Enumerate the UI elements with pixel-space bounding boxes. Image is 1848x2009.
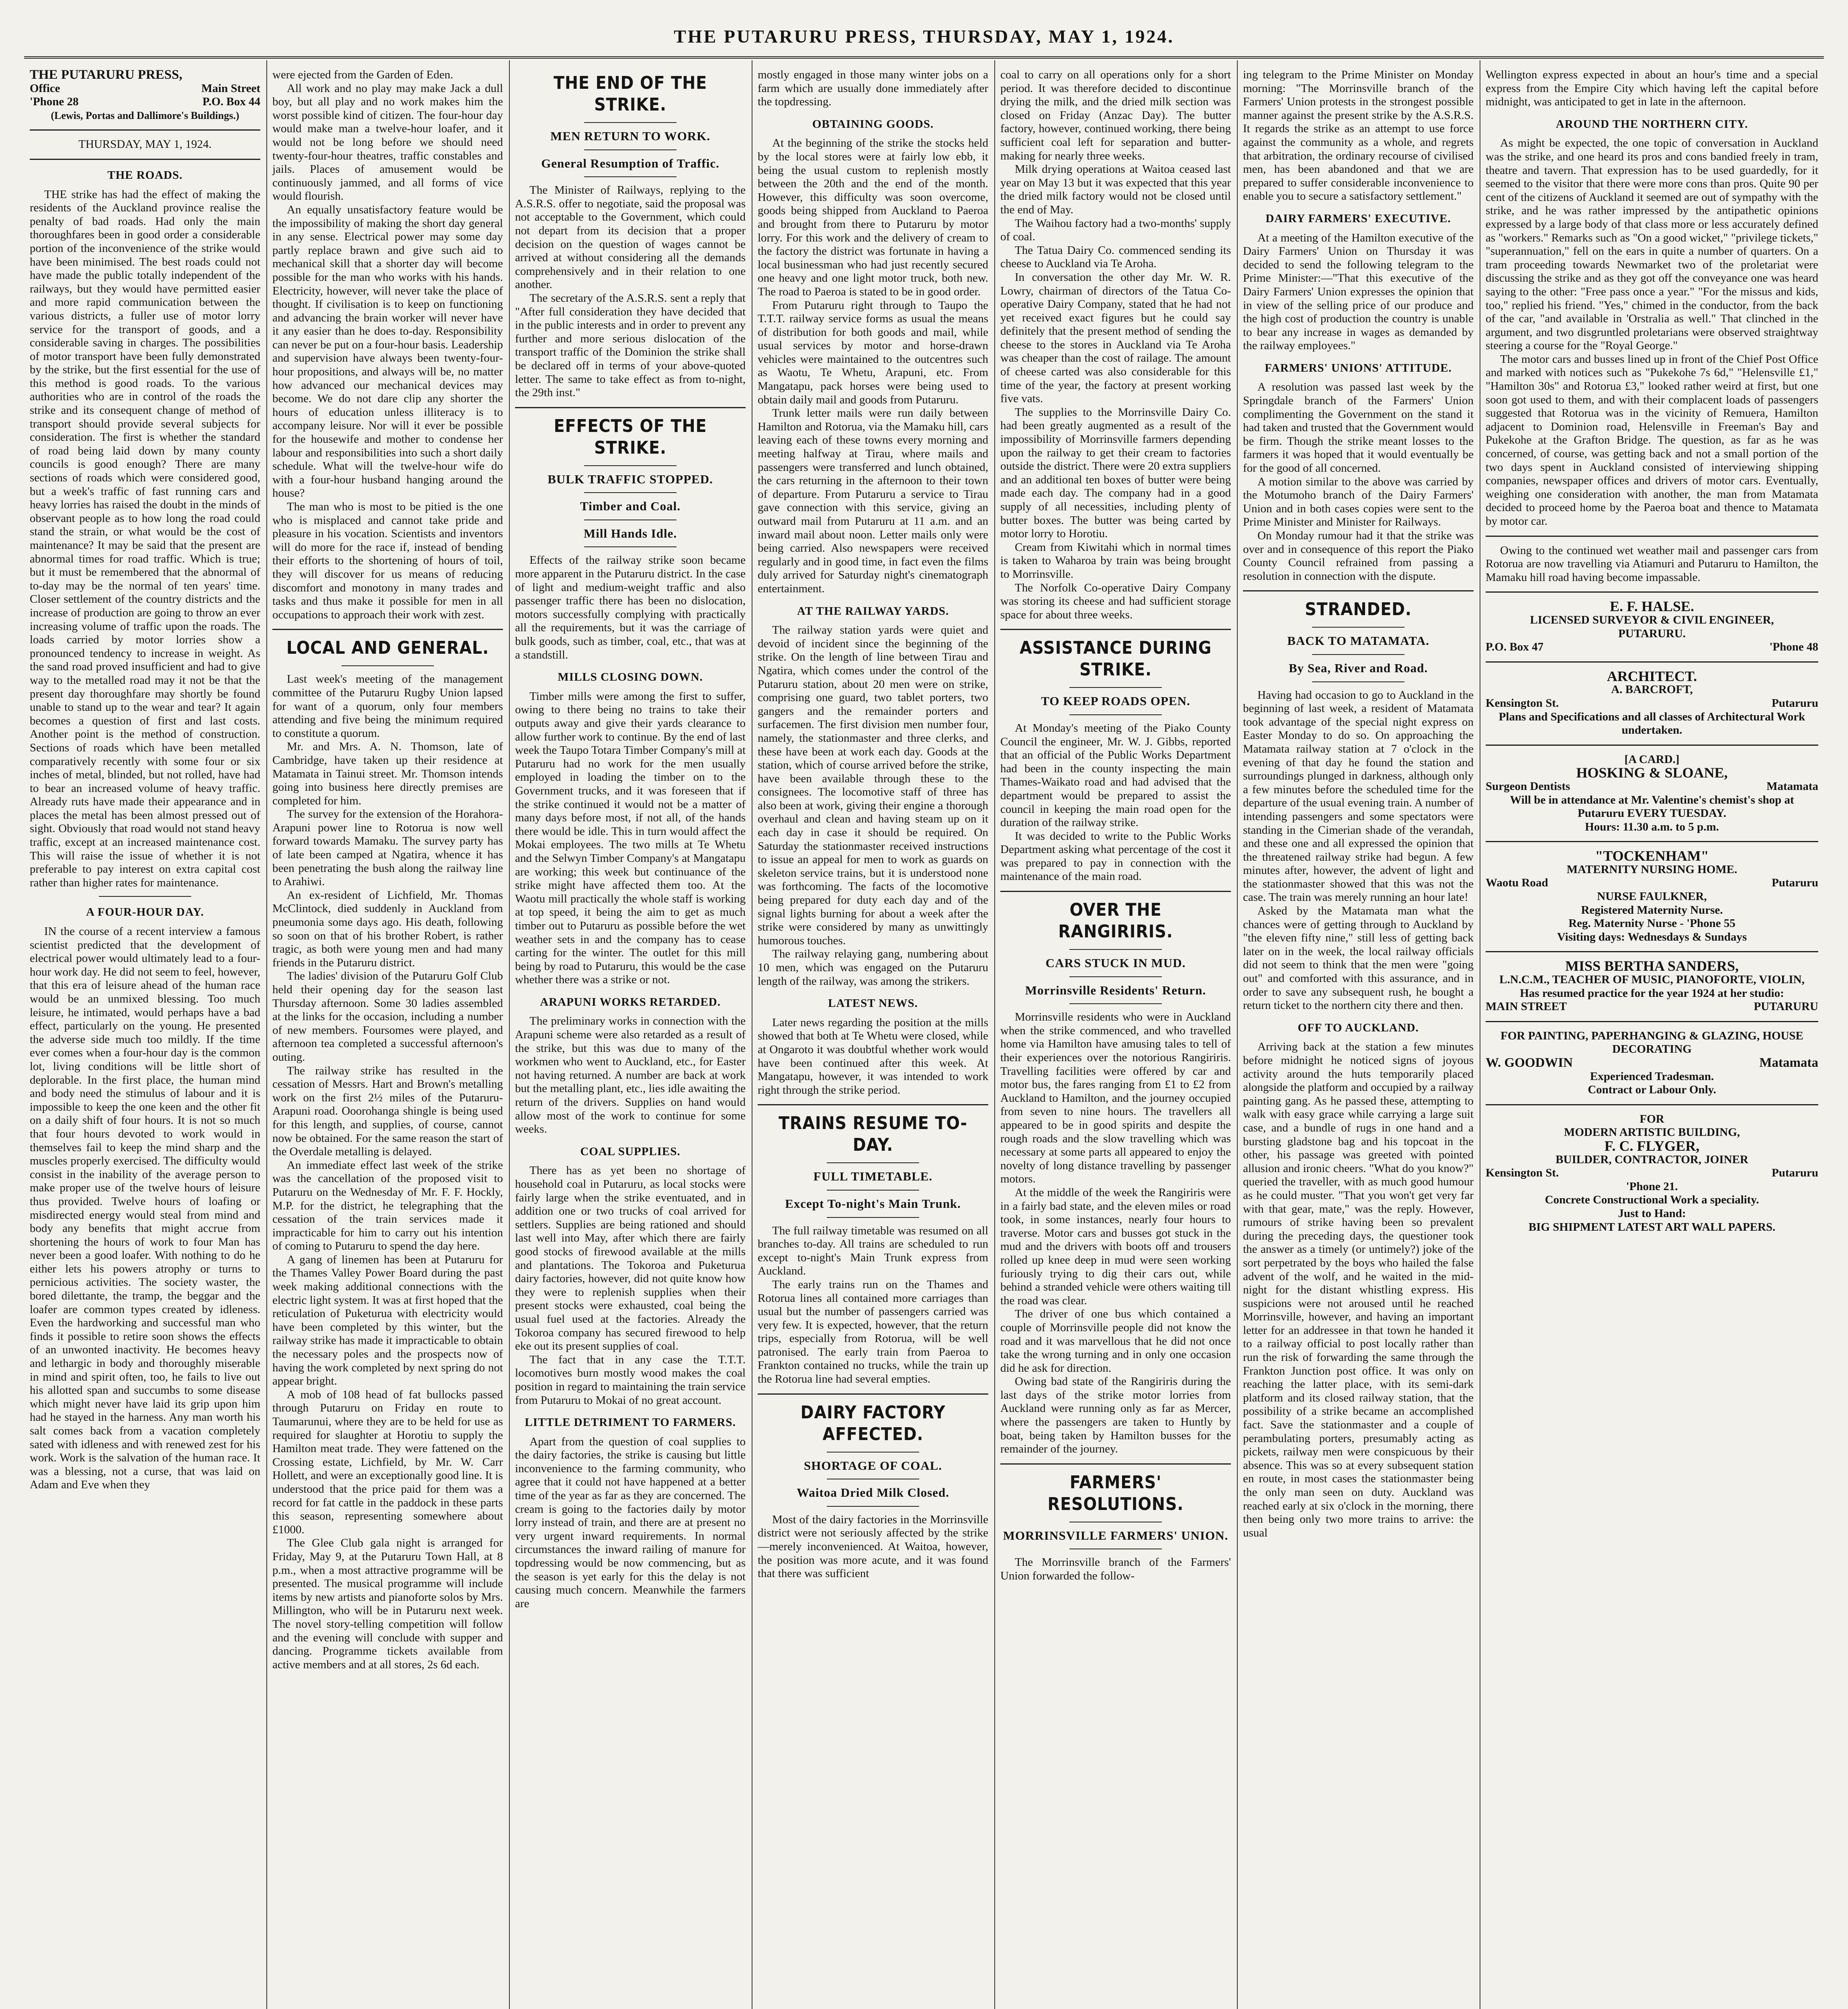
ad-line: Reg. Maternity Nurse - 'Phone 55	[1568, 917, 1736, 930]
rangiriris-heading: OVER THE RANGIRIRIS.	[1058, 900, 1173, 942]
divider	[1000, 1463, 1231, 1465]
office-line	[30, 82, 260, 96]
paragraph: A resolution was passed last week by the Springdale branch of the Farmers' Union complimenting the Government on the stand it had taken and trusted that the Government would be firm. Though the strike meant losses to the farmers it was hoped that it would eventually be for the good of all concerned.	[1243, 381, 1474, 475]
deck: Waitoa Dried Milk Closed.	[797, 1485, 949, 1500]
paragraph: Having had occasion to go to Auckland in the beginning of last week, a resident of Matamata took advantage of the special night express on Easter Monday to do so. On approaching the Matamata railway station at 7 o'clock in the evening of that day he found the station and surroundings plunged in darkness, although only a few minutes before the scheduled time for the departure of the usual evening train. A number of intending passengers and some spectators were standing in the Cimerian shade of the verandah, and these one and all expressed the opinion that the threatened railway strike had begun. A few minutes after, however, the advent of light and the stationmaster showed that this was not the case. The train was merely running an hour late!	[1243, 688, 1474, 904]
buildings-note: (Lewis, Portas and Dallimore's Buildings.)	[51, 109, 239, 121]
paragraph: At the middle of the week the Rangiriris were in a fairly bad state, and the eleven miles or road took, in some instances, nearly four hours to traverse. Motor cars and busses got stuck in the mud and the drivers with boots off and trousers rolled up knee deep in mud were seen working furiously trying to dig their cars out, while behind a stranded vehicle were others waiting till the road was clear.	[1000, 1186, 1231, 1307]
ad-line: Just to Hand:	[1618, 1207, 1686, 1220]
subheading: FARMERS' UNIONS' ATTITUDE.	[1265, 361, 1452, 374]
column-2	[267, 60, 509, 2009]
divider	[584, 465, 677, 466]
phone-value: P.O. Box 44	[202, 95, 260, 108]
divider	[758, 1104, 988, 1105]
deck: MEN RETURN TO WORK.	[550, 129, 710, 143]
divider	[1000, 891, 1231, 892]
divider	[1069, 949, 1162, 950]
paragraph: The ladies' division of the Putaruru Golf Club held their opening day for the season last Thursday afternoon. Some 30 ladies assembled at the links for the occasion, including a number of new members. Foursomes were played, and afternoon tea completed a successful afternoon's outing.	[272, 970, 503, 1064]
ad-line	[1486, 697, 1818, 710]
paragraph: In conversation the other day Mr. W. R. Lowry, chairman of directors of the Tatua Co-operative Dairy Company, stated that he had not yet received exact figures but he could say definitely that the present method of sending the cheese to the stores in Auckland via Te Aroha was cheaper than the cost of railage. The amount of cheese carted was also considerable for this time of the year, the factory at present working five vats.	[1000, 270, 1231, 405]
divider	[30, 129, 260, 131]
ad-line: BUILDER, CONTRACTOR, JOINER	[1556, 1153, 1748, 1166]
masthead	[24, 16, 1824, 56]
ad-line: Visiting days: Wednesdays & Sundays	[1557, 930, 1747, 943]
divider	[1486, 745, 1818, 746]
deck: BACK TO MATAMATA.	[1287, 634, 1429, 648]
paragraph: The man who is most to be pitied is the one who is misplaced and cannot take pride and pleasure in his vocation. Scientists and inventors will do more for the race if, instead of bending their efforts to the shortening of hours of toil, they will discover for us means of reducing discomfort and monotony in many trades and tasks and thus make it possible for men in all occupations to approach their work with zest.	[272, 500, 503, 621]
paragraph: Most of the dairy factories in the Morrinsville district were not seriously affected by the strike—merely inconvenienced. At Waitoa, however, the position was more acute, and it was found that there was sufficient	[758, 1513, 988, 1580]
paragraph: The supplies to the Morrinsville Dairy Co. had been greatly augmented as a result of the impossibility of Morrinsville farmers depending upon the railway to get their cream to factories outside the district. There were 20 extra suppliers and an additional ten boxes of butter were being made each day. The company had in a good supply of all necessities, including plenty of butter boxes. The butter was being carted by motor lorry to Horotiu.	[1000, 405, 1231, 540]
ad-line: Hours: 11.30 a.m. to 5 p.m.	[1585, 820, 1719, 833]
ad-line	[1486, 876, 1818, 890]
paragraph: On Monday rumour had it that the strike was over and in consequence of this report the Piako County Council refrained from passing a resolution in connection with the dispute.	[1243, 529, 1474, 583]
paragraph: The railway relaying gang, numbering about 10 men, which was engaged on the Putaruru length of the railway, was among the strikers.	[758, 947, 988, 988]
effects-heading: EFFECTS OF THE STRIKE.	[554, 415, 707, 458]
farmers-resolutions-heading: FARMERS' RESOLUTIONS.	[1047, 1472, 1184, 1514]
deck: Except To-night's Main Trunk.	[785, 1196, 961, 1211]
ad-line: PUTARURU.	[1618, 627, 1686, 640]
divider	[584, 149, 677, 150]
paragraph: Arriving back at the station a few minutes before midnight he noticed signs of joyous activity around the huts temporarily placed alongside the platform and occupied by a railway painting gang. As he passed these, attempting to walk with easy grace while carrying a large suit case, and a bundle of rugs in one hand and a bursting gladstone bag and his topcoat in the other, his passage was greeted with pointed allusion and ironic cheers. "What do you know?" queried the traveller, with as much good humour as he could muster. "That you won't get very far with that gear, mate," was the reply. However, rumours of strike having been so prevalent during the preceding days, the questioner took the answer as a timely (or untimely?) joke of the sort perpetrated by the boys who hailed the false advent of the wolf, and he waited in the mid-night for the distant whistling express. His suspicions were not aroused until he reached Morrinsville, however, and having an important letter for an addressee in that town he handed it to a railway official to post locally rather than run the risk of forwarding the same through the Frankton Junction post office. It was only on reaching the latter place, with its semi-dark platform and its closed railway station, that the possibility of a strike became an accomplished fact. Save the stationmaster and a couple of perambulating porters, presumably acting as pickets, railway men were conspicuous by their absence. This was so at every subsequent station en route, in most cases the stationmaster being the only man seen on duty. Auckland was reached early at six o'clock in the morning, there then being only two more trains to arrive: the usual	[1243, 1040, 1474, 1539]
ad-heading: [A CARD.]	[1624, 753, 1680, 766]
ad-line: Registered Maternity Nurse.	[1581, 903, 1723, 917]
paragraph: It was decided to write to the Public Works Department asking what percentage of the cost it was prepared to pay in connection with the maintenance of the main road.	[1000, 829, 1231, 883]
paragraph: Effects of the railway strike soon became more apparent in the Putaruru district. In the case of light and medium-weight traffic and also passenger traffic there has been no dislocation, motors successfully complying with practically all the requirements, but it was the carriage of bulk goods, such as timber, coal, etc., that was at a standstill.	[515, 554, 746, 661]
divider	[1069, 1003, 1162, 1004]
ad-phone: 'Phone 48	[1769, 640, 1818, 654]
ad-line	[1486, 780, 1818, 794]
ad-street: MAIN STREET	[1486, 1000, 1567, 1013]
ad-name: MISS BERTHA SANDERS,	[1565, 958, 1739, 974]
paragraph: The Norfolk Co-operative Dairy Company was storing its cheese and had sufficient storage space for about three weeks.	[1000, 581, 1231, 621]
office-value: Main Street	[201, 82, 260, 95]
ad-street: Kensington St.	[1486, 696, 1559, 710]
ad-barcroft	[1486, 670, 1818, 737]
ad-profession: Surgeon Dentists	[1486, 779, 1570, 793]
divider	[1243, 590, 1474, 591]
phone-line	[30, 95, 260, 109]
divider	[1069, 976, 1162, 977]
subheading: AROUND THE NORTHERN CITY.	[1556, 117, 1748, 131]
ad-name: W. GOODWIN	[1486, 1056, 1573, 1070]
four-hour-heading: A FOUR-HOUR DAY.	[86, 906, 204, 919]
divider	[1486, 536, 1818, 537]
paragraph: Owing bad state of the Rangiriris during the last days of the strike motor lorries from Auckland were running only as far as Mercer, where the passengers are taken to Huntly by boat, being taken by Hamilton busses for the remainder of the journey.	[1000, 1375, 1231, 1456]
ad-line: FOR	[1639, 1112, 1664, 1125]
ad-street: Waotu Road	[1486, 876, 1548, 890]
paragraph: The railway station yards were quiet and devoid of incident since the beginning of the strike. On the length of line between Tirau and Ngatira, which comes under the control of the Putaruru station, about 20 men were on strike, comprising one guard, two tablet porters, two gangers and the remainder porters and surfacemen. The first division men number four, namely, the stationmaster and three clerks, and these have been at work each day. Goods at the station, which of course arrived before the strike, have been available through these to the consignees. The locomotive staff of three has also been at work, giving their engine a thorough overhaul and clean and having steam up on it each day in case it should be required. On Saturday the stationmaster received instructions to issue an appeal for men to work as guards on skeleton service trains, but it is understood none was forthcoming. The facts of the locomotive being prepared for duty each day and of the signal lights burning for about a week after the strike were considered by many as unwittingly humorous touches.	[758, 624, 988, 947]
divider	[515, 407, 746, 408]
paragraph: From Putaruru right through to Taupo the T.T.T. railway service forms as usual the means of distribution for both goods and mail, while usual services by motor and horse-drawn vehicles were maintained to the outcentres such as Waotu, Te Whetu, Arapuni, etc. From Mangatapu, pack horses were being used to obtain daily mail and goods from Putaruru.	[758, 299, 988, 406]
paragraph: The driver of one bus which contained a couple of Morrinsville people did not know the road and it was marvellous that he did not once take the wrong turning and in only one occasion did he ask for direction.	[1000, 1307, 1231, 1375]
subheading: LATEST NEWS.	[828, 997, 918, 1010]
ad-line: Contract or Labour Only.	[1588, 1083, 1716, 1097]
column-5	[995, 60, 1237, 2009]
divider	[1486, 951, 1818, 952]
paragraph: Trunk letter mails were run daily between Hamilton and Rotorua, via the Mamaku hill, cars leaving each of these towns every morning and meeting halfway at Tirau, where mails and passengers were transferred and lunch obtained, the cars returning in the afternoon to their town of departure. From Putaruru a service to Tirau gave connection with this service, giving an outward mail from Putaruru at 11 a.m. and an inward mail about noon. Letter mails only were being carried. Also newspapers were received regularly and in good time, in fact even the films duly arrived for Saturday night's cinematograph entertainment.	[758, 407, 988, 595]
paragraph: At Monday's meeting of the Piako County Council the engineer, Mr. W. J. Gibbs, reported that an official of the Public Works Department had been in the county inspecting the main Thames-Waikato road and had advised that the department would be prepared to assist the council in keeping the main road open for the duration of the railway strike.	[1000, 721, 1231, 829]
ad-line: MATERNITY NURSING HOME.	[1566, 863, 1738, 876]
phone-label: 'Phone 28	[30, 95, 79, 108]
divider	[1486, 591, 1818, 593]
divider	[1312, 654, 1404, 655]
paragraph: Later news regarding the position at the mills showed that both at Te Whetu were closed, while at Ongaroto it was doubtful whether work would have been continued after this week. At Mangatapu, however, it was intended to work right through the strike period.	[758, 1016, 988, 1097]
deck: CARS STUCK IN MUD.	[1045, 956, 1186, 970]
ad-line: Experienced Tradesman.	[1590, 1070, 1714, 1083]
divider	[1312, 627, 1404, 628]
masthead-title: THE PUTARURU PRESS, THURSDAY, MAY 1, 1924.	[674, 26, 1174, 47]
deck: MORRINSVILLE FARMERS' UNION.	[1003, 1528, 1229, 1543]
divider	[827, 1162, 919, 1163]
paragraph: The Glee Club gala night is arranged for Friday, May 9, at the Putaruru Town Hall, at 8 p.m., when a most attractive programme will be presented. The musical programme will include items by new artists and pianoforte solos by Mrs. Millington, who will be in Putaruru next week. The novel story-telling competition will follow and the evening will conclude with supper and dancing. Programme tickets available from active members and at all stores, 2s 6d each.	[272, 1536, 503, 1671]
office-label: Office	[30, 82, 60, 95]
ad-town: Matamata	[1759, 1056, 1818, 1070]
deck: Morrinsville Residents' Return.	[1025, 983, 1206, 997]
ad-line: MODERN ARTISTIC BUILDING,	[1564, 1126, 1740, 1139]
deck: Timber and Coal.	[580, 499, 681, 514]
paragraph: Timber mills were among the first to suffer, owing to there being no trains to take their outputs away and give their yards clearance to allow further work to continue. By the end of last week the Taupo Totara Timber Company's mill at Putaruru had no work for the men usually employed in loading the timber on to the Government trucks, and it was foreseen that if the strike continued it would not be a matter of many days before most, if not all, of the hands there would be idle. This in turn would affect the Mokai employees. The two mills at Te Whetu and the Selwyn Timber Company's at Mangatapu are working; this week but continuance of the strike might have affected them too. At the Waotu mill practically the whole staff is working at top speed, it being the aim to get as much timber out to Putaruru as possible before the wet weather sets in and the company has to cease carting for the winter. The outlet for this mill being by road to Putaruru, this would be the case whether there was a strike or not.	[515, 689, 746, 986]
paragraph: Owing to the continued wet weather mail and passenger cars from Rotorua are now travelling via Atiamuri and Putaruru to Hamilton, the Mamaku hill road having become impassable.	[1486, 544, 1818, 584]
divider	[341, 665, 434, 666]
ad-name: "TOCKENHAM"	[1595, 848, 1709, 864]
divider	[584, 546, 677, 547]
paragraph: Cream from Kiwitahi which in normal times is taken to Waharoa by train was being brought to Morrinsville.	[1000, 540, 1231, 581]
paragraph: All work and no play may make Jack a dull boy, but all play and no work makes him the worst possible kind of citizen. The four-hour day would make man a twelve-hour loafer, and it would not be long before we should need twenty-four-hour theatres, traffic constables and jails. Places of amusement would be continuously jammed, and all forms of vice would flourish.	[272, 82, 503, 203]
divider	[827, 1217, 919, 1218]
divider	[758, 1393, 988, 1395]
ad-line: NURSE FAULKNER,	[1597, 890, 1707, 903]
paragraph: A mob of 108 head of fat bullocks passed through Putaruru on Friday en route to Taumarunui, where they are to be held for use as required for slaughter at Horotiu to supply the Hamilton meat trade. They were fattened on the Crossing estate, Lichfield, by Mr. W. Carr Hollett, and were an exceptionally good line. It is understood that the price paid for them was a record for fat cattle in the paddock in these parts this season, representing somewhere about £1000.	[272, 1388, 503, 1536]
masthead-rule	[24, 56, 1824, 59]
paragraph: The preliminary works in connection with the Arapuni scheme were also retarded as a result of the strike, but this was due to many of the workmen who went to Auckland, etc., for Easter not having returned. A number are back at work but the metalling plant, etc., lies idle awaiting the return of the drivers. Supplies on hand would allow most of the work to continue for some weeks.	[515, 1015, 746, 1136]
dairy-factory-heading: DAIRY FACTORY AFFECTED.	[800, 1402, 946, 1444]
subheading: COAL SUPPLIES.	[580, 1145, 681, 1158]
deck: SHORTAGE OF COAL.	[803, 1458, 942, 1473]
ad-line	[1486, 640, 1818, 654]
paragraph: Mr. and Mrs. A. N. Thomson, late of Cambridge, have taken up their residence at Matamata in Tainui street. Mr. Thomson intends going into business here directly premises are completed for him.	[272, 740, 503, 807]
paragraph: The early trains run on the Thames and Rotorua lines all contained more carriages than usual but the number of passengers carried was very few. It is expected, however, that the return trips, especially from Rotorua, will be well patronised. The early train from Paeroa to Frankton contained no trucks, while the train up the Rotorua line had several empties.	[758, 1278, 988, 1386]
ad-line: Plans and Specifications and all classes of Architectural Work undertaken.	[1498, 710, 1805, 737]
ad-line: BIG SHIPMENT LATEST ART WALL PAPERS.	[1528, 1220, 1776, 1234]
paragraph: At the beginning of the strike the stocks held by the local stores were at fairly low ebb, it being the usual custom to replenish mostly between the 20th and the end of the month. However, this difficulty was soon overcome, goods being shipped from Auckland to Paeroa and brought from there to Putaruru by motor lorry. For this work and the delivery of cream to the factory the district was fortunate in having a local businessman who had just recently secured one heavy and one light motor truck, both new. The road to Paeroa is stated to be in good order.	[758, 137, 988, 298]
ad-name: F. C. FLYGER,	[1604, 1137, 1700, 1154]
paragraph: An immediate effect last week of the strike was the cancellation of the proposed visit to Putaruru on the Wednesday of Mr. F. F. Hockly, M.P. for the district, he telegraphing that the cessation of the train services made it impracticable for him to carry out his intention of coming to Putaruru to spend the day here.	[272, 1158, 503, 1253]
ad-name: A. BARCROFT,	[1611, 683, 1693, 696]
paragraph: Last week's meeting of the management committee of the Putaruru Rugby Union lapsed for want of a quorum, only four members attending and five being the minimum required to constitute a quorum.	[272, 673, 503, 740]
paragraph: The secretary of the A.S.R.S. sent a reply that "After full consideration they have decided that in the public interests and in order to prevent any further and more serious dislocation of the transport traffic of the Dominion the strike shall be declared off in terms of your above-quoted letter. The same to take effect as from to-night, the 29th inst."	[515, 291, 746, 399]
issue-date: THURSDAY, MAY 1, 1924.	[78, 138, 212, 151]
divider	[1486, 661, 1818, 663]
ad-sanders	[1486, 959, 1818, 1013]
ad-town: Putaruru	[1772, 1166, 1818, 1180]
roads-heading: THE ROADS.	[107, 168, 183, 182]
paragraph: The Minister of Railways, replying to the A.S.R.S. offer to negotiate, said the proposal was not acceptable to the Government, which could not depart from its decision that a proper decision on the question of wages cannot be arrived at without considering all the demands comprehensively and in their relation to one another.	[515, 184, 746, 291]
paragraph: were ejected from the Garden of Eden.	[272, 68, 454, 81]
paragraph: Wellington express expected in about an hour's time and a special express from the Empire City which having left the capital before midnight, was anticipated to get in late in the afternoon.	[1486, 68, 1818, 108]
divider	[1486, 841, 1818, 842]
divider	[1000, 629, 1231, 630]
ad-halse	[1486, 600, 1818, 654]
paragraph: The Tatua Dairy Co. commenced sending its cheese to Auckland via Te Aroha.	[1000, 243, 1231, 270]
ad-line: Concrete Constructional Work a speciality.	[1545, 1193, 1759, 1207]
office-box	[30, 68, 260, 122]
ad-town: Matamata	[1766, 779, 1818, 793]
assistance-heading: ASSISTANCE DURING STRIKE.	[1019, 638, 1212, 680]
roads-paragraph: THE strike has had the effect of making the residents of the Auckland province realise the penalty of bad roads. Had only the main thoroughfares been in good order a considerable portion of the inconvenience of the strike would have been minimised. The best roads could not have made the public totally independent of the railways, but they would have permitted easier and more rapid communication between the various districts, a fuller use of motor lorry service for the transport of goods, and a considerable saving in charges. The possibilities of motor transport have been fully demonstrated by the strike, but the first essential for the use of this method is good roads. To the various authorities who are in control of the roads the strike and its consequent change of method of transport should provide several subjects for consideration. The first is whether the standard of road being laid down by many county councils is good enough? There are many sections of roads which were considered good, but a week's traffic of fast running cars and heavy lorries has raised the doubt in the minds of observant people as to how long the road could stand the strain, or what would be the cost of maintenance? It may be said that the present are abnormal times for road traffic. Which is true; but it must be remembered that the abnormal of to-day may be the normal of ten years' time. Closer settlement of the country districts and the increase of production are going to throw an ever increasing volume of traffic upon the roads. The loads carried by motor lorries show a pronounced tendency to increase in weight. As the sand road proved insufficient and had to give way to the metalled road may it not be that the present day thoroughfare may shortly be found unable to stand up to the wear and tear? It again becomes a question of first and last costs. Another point is the method of construction. Sections of roads which have been metalled comparatively recently with some four or six inches of metal, blinded, but not rolled, have had to bear an increased volume of heavy traffic. Already ruts have made their appearance and in places the metal has been almost pressed out of sight. Obviously that road would not stand heavy traffic, except at an increased maintenance cost. This will raise the issue of whether it is not preferable to pay interest on extra capital cost rather than higher rates for maintenance.	[30, 188, 260, 889]
deck: By Sea, River and Road.	[1288, 661, 1428, 675]
ad-town: Putaruru	[1772, 876, 1818, 890]
ad-town: Putaruru	[1772, 696, 1818, 710]
ad-line	[1486, 1166, 1818, 1180]
paragraph: The Morrinsville branch of the Farmers' Union forwarded the follow-	[1000, 1556, 1231, 1583]
divider	[827, 1190, 919, 1191]
deck: BULK TRAFFIC STOPPED.	[548, 472, 713, 486]
ad-line	[1486, 1000, 1818, 1014]
column-1	[24, 60, 266, 2009]
divider	[1069, 714, 1162, 715]
divider	[1069, 687, 1162, 688]
ad-heading: ARCHITECT.	[1607, 668, 1697, 684]
ad-goodwin	[1486, 1029, 1818, 1097]
column-6	[1237, 60, 1479, 2009]
paragraph: As might be expected, the one topic of conversation in Auckland was the strike, and one heard its pros and cons bandied freely in tram, theatre and tavern. That expression has to be used guardedly, for it seemed to the visitor that there were more cons than pros. Quite 90 per cent of the citizens of Auckland it seemed are out of sympathy with the strike, and he was rather impressed by the antipathetic opinions expressed by a large body of that class more or less accurately defined as "workers." Remarks such as "On a good wicket," "privilege tickets," "superannuation," fell on the ears in quite a number of quarters. On a tram proceeding towards Newmarket two of the proletariat were discussing the strike and as they got off the conveyance one was heard saying to the other: "Free pass once a year." "For the missus and kids, too," replied his friend. "Yes," chimed in the conductor, from the back of the car, "and available in 'Orstralia as well." That clinched in the argument, and two disgruntled proletarians were observed straightway steering a course for the "Royal George."	[1486, 137, 1818, 352]
subheading: OFF TO AUCKLAND.	[1298, 1021, 1419, 1034]
paragraph: There has as yet been no shortage of household coal in Putaruru, as local stocks were fairly large when the strike eventuated, and in addition one or two trucks of coal arrived for settlers. Supplies are being rationed and should last well into May, after which there are fairly good stocks of firewood available at the mills and plantations. The Tokoroa and Puketurua dairy factories, however, did not quite know how they were to replenish supplies when their present stocks were exhausted, coal being the usual fuel used at the factories. Already the Tokoroa company has secured firewood to help eke out its present supplies of coal.	[515, 1164, 746, 1353]
subheading: OBTAINING GOODS.	[812, 117, 934, 131]
deck: Mill Hands Idle.	[583, 526, 677, 540]
subheading: DAIRY FARMERS' EXECUTIVE.	[1265, 212, 1451, 225]
deck: General Resumption of Traffic.	[541, 156, 720, 170]
paragraph: ing telegram to the Prime Minister on Monday morning: "The Morrinsville branch of the Farmers' Union protests in the strongest possible manner against the present strike by the A.S.R.S. It regards the strike as an attempt to use force against the community as a whole, and regrets that arbitration, the ordinary recourse of civilised men, has been abandoned and that we are prepared to suffer considerable inconvenience to enable you to secure a satisfactory settlement."	[1243, 68, 1474, 203]
divider	[827, 1506, 919, 1507]
paper-name: THE PUTARURU PRESS,	[30, 68, 182, 82]
paragraph: An ex-resident of Lichfield, Mr. Thomas McClintock, died suddenly in Auckland from pneumonia some days ago. His death, following so soon on that of his brother Robert, is rather tragic, as both were young men and had many friends in the Putaruru district.	[272, 888, 503, 969]
divider	[1312, 681, 1404, 682]
paragraph: A gang of linemen has been at Putaruru for the Thames Valley Power Board during the past week making additional connections with the electric light system. It was at first hoped that the reticulation of Puketurua with electricity would have been completed by this winter, but the railway strike has made it impracticable to obtain the necessary poles and the prospects now of having the work completed by next spring do not appear bright.	[272, 1253, 503, 1388]
four-hour-paragraph: IN the course of a recent interview a famous scientist predicted that the development of electrical power would ultimately lead to a four-hour work day. He did not seem to feel, however, that this era of leisure ahead of the human race would be an unmixed blessing. Too much leisure, he intimated, would perhaps have a bad effect, particularly on the young. He presented the adverse side much too mildly. If the time ever comes when a four-hour day is the common lot, living conditions will be little short of deplorable. In the first place, the human mind and body need the stimulus of labour and it is impossible to keep the one keen and the other fit on a daily shift of four hours. It is not so much that four hours devoted to work would in themselves fail to keep the mind sharp and the muscles properly exercised. The difficulty would consist in the inability of the average person to make proper use of the twelve hours of leisure thus provided. Twelve hours of loafing or misdirected energy would steal from mind and body any benefits that might accrue from shortening the hours of work to four Man has never been a good loafer. With nothing to do he either lets his powers atrophy or turns to pernicious activities. The society waster, the bored dilettante, the tramp, the beggar and the loafer are common types created by idleness. Even the hardworking and successful man who finds it possible to retire soon shows the effects of an unwonted inactivity. He becomes heavy and lethargic in body and thoroughly miserable in mind and spirit often, too, he fails to live out his allotted span and succumbs to some disease which might never have laid its grip upon him had he stayed in the harness. Any man worth his salt comes back from a vacation completely sated with idleness and with renewed zest for his work. Work is the salvation of the human race. It was a blessing, not a curse, that was laid on Adam and Eve when they	[30, 925, 260, 1491]
paragraph: The survey for the extension of the Horahora-Arapuni power line to Rotorua is now well forward towards Mamaku. The survey party has of late been camped at Ngatira, whence it has been penetrating the bush along the railway line to Arahiwi.	[272, 808, 503, 888]
paragraph: The fact that in any case the T.T.T. locomotives burn mostly wood makes the coal position in regard to maintaining the train service from Putaruru to Mokai of no great account.	[515, 1353, 746, 1407]
paragraph: Morrinsville residents who were in Auckland when the strike commenced, and who travelled home via Hamilton have amusing tales to tell of their experiences over the notorious Rangiriris. Travelling facilities were offered by car and motor bus, the fares ranging from £1 to £2 from Auckland to Hamilton, and the journey occupied from seven to nine hours. The travellers all appeared to be in good spirits and despite the rough roads and the slow travelling which was necessary at some parts all appeared to enjoy the novelty of long distance travelling by passenger motors.	[1000, 1011, 1231, 1186]
subheading: LITTLE DETRIMENT TO FARMERS.	[525, 1416, 736, 1429]
ad-street: Kensington St.	[1486, 1166, 1559, 1180]
subheading: ARAPUNI WORKS RETARDED.	[540, 995, 721, 1009]
ad-line: L.N.C.M., TEACHER OF MUSIC, PIANOFORTE, VIOLIN,	[1499, 973, 1805, 986]
paragraph: An equally unsatisfactory feature would be the impossibility of making the short day general in any sense. Electrical power may some day partly replace brawn and give such aid to mechanical skill that a shorter day will become possible for the man who works with his hands. Electricity, however, will never take the place of thought. If civilisation is to keep on functioning and advancing the brain worker will never have it any easier than he does to-day. Responsibility can never be put on a four-hour basis. Leadership and supervision have always been twenty-four-hour propositions, and always will be, no matter how advanced our mechanical devices may become. We do not dare clip any shorter the hours of education unless illiteracy is to accompany leisure. Nor will it ever be possible for the housewife and mother to condense her labour and responsibilities into such a short daily schedule. What will the twelve-hour wife do with a four-hour husband hanging around the house?	[272, 203, 503, 500]
paragraph: At a meeting of the Hamilton executive of the Dairy Farmers' Union on Thursday it was decided to send the following telegram to the Prime Minister:—"That this executive of the Dairy Farmers' Union expresses the opinion that in view of the selling price of our produce and the high cost of production the country is unable to bear any increase in wages as demanded by the railway employees."	[1243, 231, 1474, 352]
divider	[584, 176, 677, 177]
divider	[99, 896, 191, 897]
divider	[272, 629, 503, 630]
column-3	[509, 60, 751, 2009]
ad-po-box: P.O. Box 47	[1486, 640, 1543, 654]
column-7	[1480, 60, 1824, 2009]
divider	[584, 122, 677, 123]
paragraph: coal to carry on all operations only for a short period. It was therefore decided to discontinue drying the milk, and the dried milk section was closed on Friday (Anzac Day). The butter factory, however, continued working, there being sufficient coal left for separation and butter-making for nearly three weeks.	[1000, 68, 1231, 162]
ad-heading: FOR PAINTING, PAPERHANGING & GLAZING, HOUSE DECORATING	[1500, 1029, 1803, 1056]
trains-resume-heading: TRAINS RESUME TO-DAY.	[779, 1113, 967, 1156]
ad-flyger	[1486, 1113, 1818, 1234]
paragraph: The Waihou factory had a two-months' supply of coal.	[1000, 217, 1231, 243]
subheading: MILLS CLOSING DOWN.	[558, 671, 703, 684]
paragraph: mostly engaged in those many winter jobs on a farm which are usually done immediately after the topdressing.	[758, 68, 988, 108]
paragraph: A motion similar to the above was carried by the Motumoho branch of the Dairy Farmers' Union and in both cases copies were sent to the Prime Minister and Minister for Railways.	[1243, 475, 1474, 529]
column-4	[752, 60, 994, 2009]
divider	[30, 159, 260, 160]
ad-tockenham	[1486, 849, 1818, 944]
ad-hosking	[1486, 753, 1818, 834]
paragraph: Asked by the Matamata man what the chances were of getting through to Auckland by "the eleven fifty nine," still less of getting back later on in the week, the local railway officials did not seem to think that the men were "going out" and comforted with this assurance, and in order to save any subsequent rush, he bought a return ticket to the northern city there and then.	[1243, 904, 1474, 1012]
ad-town: PUTARURU	[1754, 1000, 1818, 1013]
paragraph: Apart from the question of coal supplies to the dairy factories, the strike is causing but little inconvenience to the farming community, who agree that it could not have happened at a better time of the year as far as they are concerned. The cream is going to the factories daily by motor lorry instead of train, and there are at present no very urgent inward requirements. In normal circumstances the inward railing of manure for topdressing would be now commencing, but as the season is yet early for this the delay is not causing much concern. Meanwhile the farmers are	[515, 1435, 746, 1610]
paragraph: The full railway timetable was resumed on all branches to-day. All trains are scheduled to run except to-night's Main Trunk express from Auckland.	[758, 1224, 988, 1278]
ad-line: LICENSED SURVEYOR & CIVIL ENGINEER,	[1530, 613, 1774, 626]
divider	[584, 492, 677, 493]
divider	[1486, 1021, 1818, 1022]
ad-name: HOSKING & SLOANE,	[1576, 765, 1728, 781]
divider	[1486, 1104, 1818, 1105]
ad-line: Will be in attendance at Mr. Valentine's chemist's shop at Putaruru EVERY TUESDAY.	[1510, 793, 1794, 820]
ad-line: 'Phone 21.	[1626, 1180, 1678, 1193]
ad-line: Has resumed practice for the year 1924 at her studio:	[1520, 986, 1784, 1000]
subheading: AT THE RAILWAY YARDS.	[797, 604, 949, 618]
ad-name: E. F. HALSE.	[1610, 598, 1694, 615]
paragraph: Milk drying operations at Waitoa ceased last year on May 13 but it was expected that this year the dried milk factory would not be closed until the end of May.	[1000, 163, 1231, 216]
paragraph: The railway strike has resulted in the cessation of Messrs. Hart and Brown's metalling work on the first 2½ miles of the Putaruru-Arapuni road. Ooorohanga shingle is being used for this length, and supplies, of course, cannot now be obtained. For the same reason the start of the Overdale metalling is delayed.	[272, 1064, 503, 1158]
stranded-heading: STRANDED.	[1305, 599, 1412, 620]
paragraph: The motor cars and busses lined up in front of the Chief Post Office and marked with notices such as "Pukekohe 7s 6d," "Helensville £1," "Hamilton 30s" and Rotorua £3," looked rather weird at first, but one soon got used to them, and with their complacent loads of passengers suggested that Rotorua was in the vicinity of Remuera, Hamilton adjacent to Dominion road, Helensville in Freeman's Bay and Pukekohe at the Grafton Bridge. The question, as far as he was concerned, of course, was getting back and not a small portion of the two days spent in Auckland consisted of interviewing shipping companies, newspaper offices and drivers of motor cars. Eventually, weighing one consideration with another, the man from Matamata decided to proceed home by the Paeroa boat and thence to Matamata by motor car.	[1486, 352, 1818, 528]
deck: FULL TIMETABLE.	[813, 1169, 933, 1184]
deck: TO KEEP ROADS OPEN.	[1041, 694, 1190, 708]
divider	[827, 1452, 919, 1453]
local-general-heading: LOCAL AND GENERAL.	[286, 638, 489, 659]
end-of-strike-heading: THE END OF THE STRIKE.	[553, 73, 707, 115]
ad-line	[1486, 1056, 1818, 1070]
